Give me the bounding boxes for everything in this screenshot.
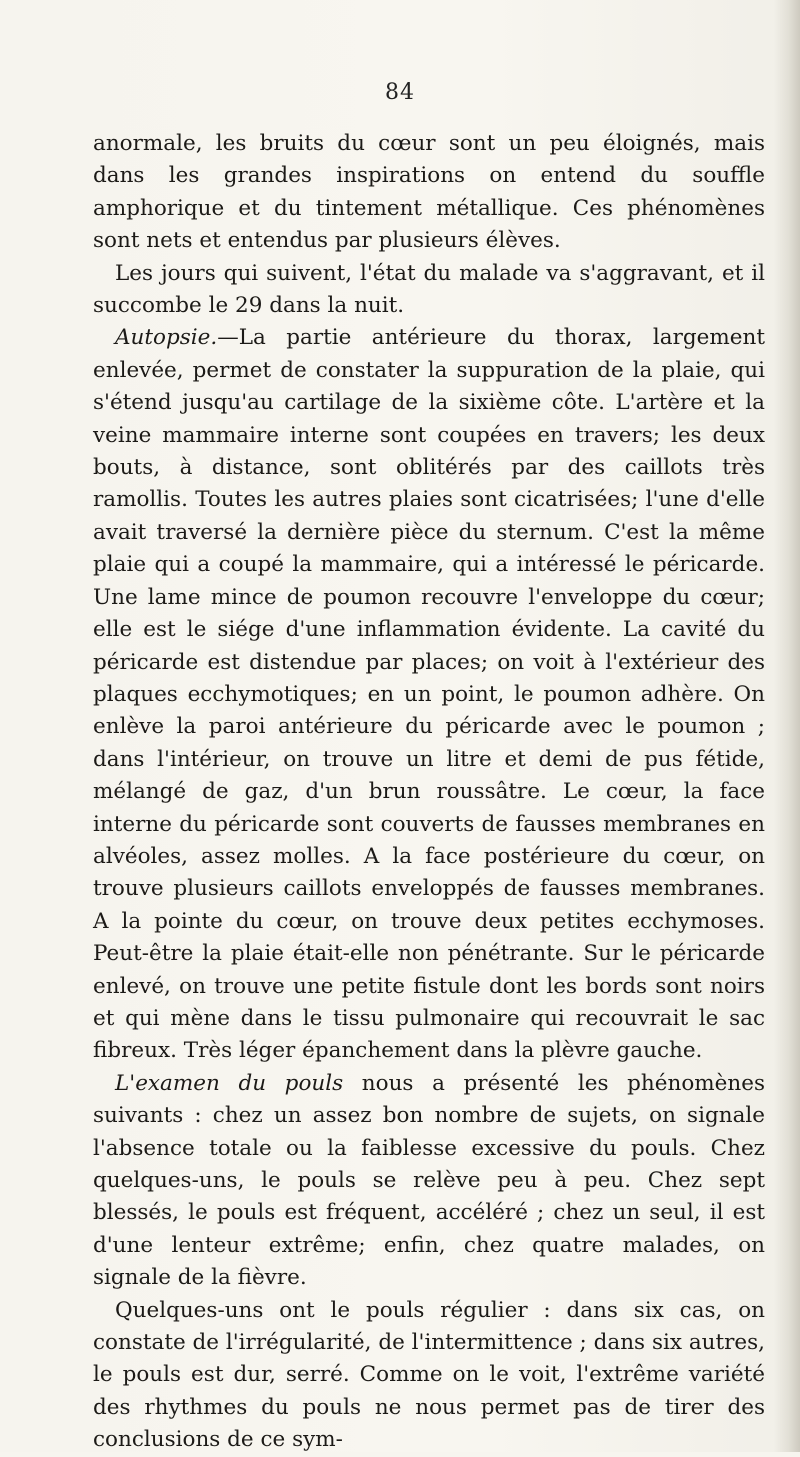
paragraph-examen-pouls [93,1068,765,1295]
paragraph-2-text: Les jours qui suivent, l'état du malade va s'aggravant, et il succombe le 29 dans la nuit. [93,260,765,319]
paragraph-1-text: anormale, les bruits du cœur sont un peu éloignés, mais dans les grandes inspirations on entend du souffle amphorique et du tintement métallique. Ces phénomènes sont nets et entendus par plusieurs élèves. [93,131,765,254]
paragraph-5 [93,1295,765,1457]
page-edge-shadow [774,0,800,1452]
paragraph-5-text: Quelques-uns ont le pouls régulier : dans six cas, on constate de l'irrégularité, de l'intermittence ; dans six autres, le pouls est dur, serré. Comme on le voit, l'extrême variété des rhythmes du pouls ne nous permet pas de tirer des conclusions de ce sym- [93,1297,765,1453]
paragraph-autopsie-text: —La partie antérieure du thorax, largement enlevée, permet de constater la suppuration de la plaie, qui s'étend jusqu'au cartilage de la sixième côte. L'artère et la veine mammaire interne sont coupées en travers; les deux bouts, à distance, sont oblitérés par des caillots très ramollis. Toutes les autres plaies sont cicatrisées; l'une d'elle avait traversé la dernière pièce du sternum. C'est la même plaie qui a coupé la mammaire, qui a intéressé le péricarde. Une lame mince de poumon recouvre l'enveloppe du cœur; elle est le siége d'une inflammation évidente. La cavité du péricarde est distendue par places; on voit à l'extérieur des plaques ecchymotiques; en un point, le poumon adhère. On enlève la paroi antérieure du péricarde avec le poumon ; dans l'intérieur, on trouve un litre et demi de pus fétide, mélangé de gaz, d'un brun roussâtre. Le cœur, la face interne du péricarde sont couverts de fausses membranes en alvéoles, assez molles. A la face postérieure du cœur, on trouve plusieurs caillots enveloppés de fausses membranes. A la pointe du cœur, on trouve deux petites ecchymoses. Peut-être la plaie était-elle non pénétrante. Sur le péricarde enlevé, on trouve une petite fistule dont les bords sont noirs et qui mène dans le tissu pulmonaire qui recouvrait le sac fibreux. Très léger épanchement dans la plèvre gauche. [93,325,765,1064]
paragraph-autopsie-lead: Autopsie. [115,325,218,351]
paragraph-1 [93,128,765,258]
paragraph-autopsie [93,322,765,1067]
paragraph-2 [93,258,765,323]
paragraph-examen-pouls-text: nous a présenté les phénomènes suivants : chez un assez bon nombre de sujets, on signale l'absence totale ou la faiblesse excessive du pouls. Chez quelques-uns, le pouls se relève peu à peu. Chez sept blessés, le pouls est fréquent, accéléré ; chez un seul, il est d'une lenteur extrême; enfin, chez quatre malades, on signale de la fièvre. [93,1070,765,1291]
page-body-text [93,128,765,1457]
page-number: 84 [385,80,415,105]
paragraph-examen-pouls-lead: L'examen du pouls [115,1070,344,1096]
